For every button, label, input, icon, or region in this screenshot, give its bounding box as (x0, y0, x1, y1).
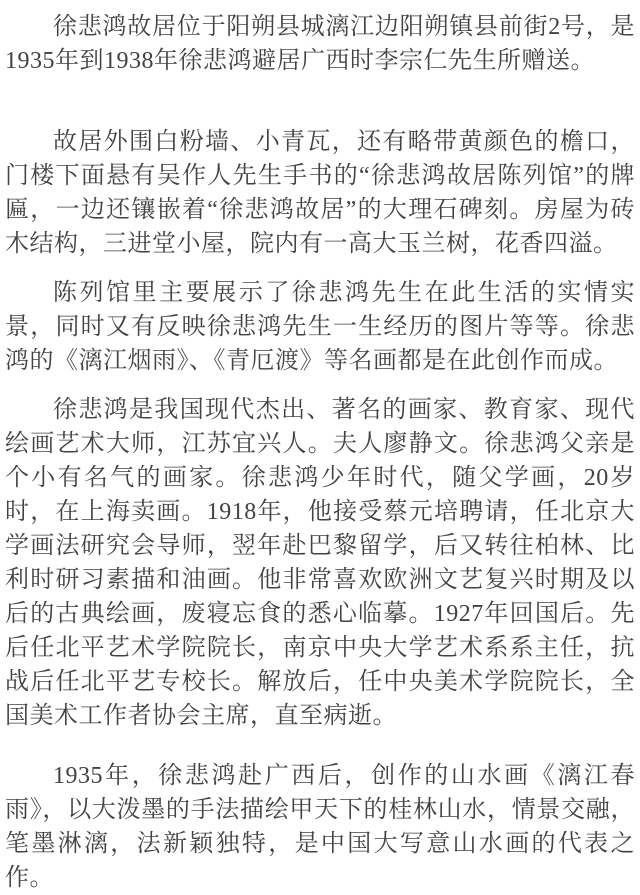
paragraph-intro: 徐悲鸿故居位于阳朔县城漓江边阳朔镇县前街2号，是1935年到1938年徐悲鸿避居广西时李宗仁先生所赠送。 (5, 14, 635, 74)
paragraph-exhibition: 陈列馆里主要展示了徐悲鸿先生在此生活的实情实景，同时又有反映徐悲鸿先生一生经历的图片等等。徐悲鸿的《漓江烟雨》、《青厄渡》等名画都是在此创作而成。 (5, 280, 635, 374)
paragraph-artwork: 1935年，徐悲鸿赴广西后，创作的山水画《漓江春雨》，以大泼墨的手法描绘甲天下的桂林山水，情景交融，笔墨淋漓，法新颖独特，是中国大写意山水画的代表之作。 (5, 763, 635, 891)
paragraph-biography: 徐悲鸿是我国现代杰出、著名的画家、教育家、现代绘画艺术大师，江苏宜兴人。夫人廖静文。徐悲鸿父亲是个小有名气的画家。徐悲鸿少年时代，随父学画，20岁时，在上海卖画。1918年，他接受蔡元培聘请，任北京大学画法研究会导师，翌年赴巴黎留学，后又转往柏林、比利时研习素描和油画。他非常喜欢欧洲文艺复兴时期及以后的古典绘画，废寝忘食的悉心临摹。1927年回国后。先后任北平艺术学院院长，南京中央大学艺术系系主任，抗战后任北平艺专校长。解放后，任中央美术学院院长，全国美术工作者协会主席，直至病逝。 (5, 397, 635, 729)
paragraph-exterior: 故居外围白粉墙、小青瓦，还有略带黄颜色的檐口，门楼下面悬有吴作人先生手书的“徐悲鸿故居陈列馆”的牌匾，一边还镶嵌着“徐悲鸿故居”的大理石碑刻。房屋为砖木结构，三进堂小屋，院内有一高大玉兰树，花香四溢。 (5, 129, 635, 257)
